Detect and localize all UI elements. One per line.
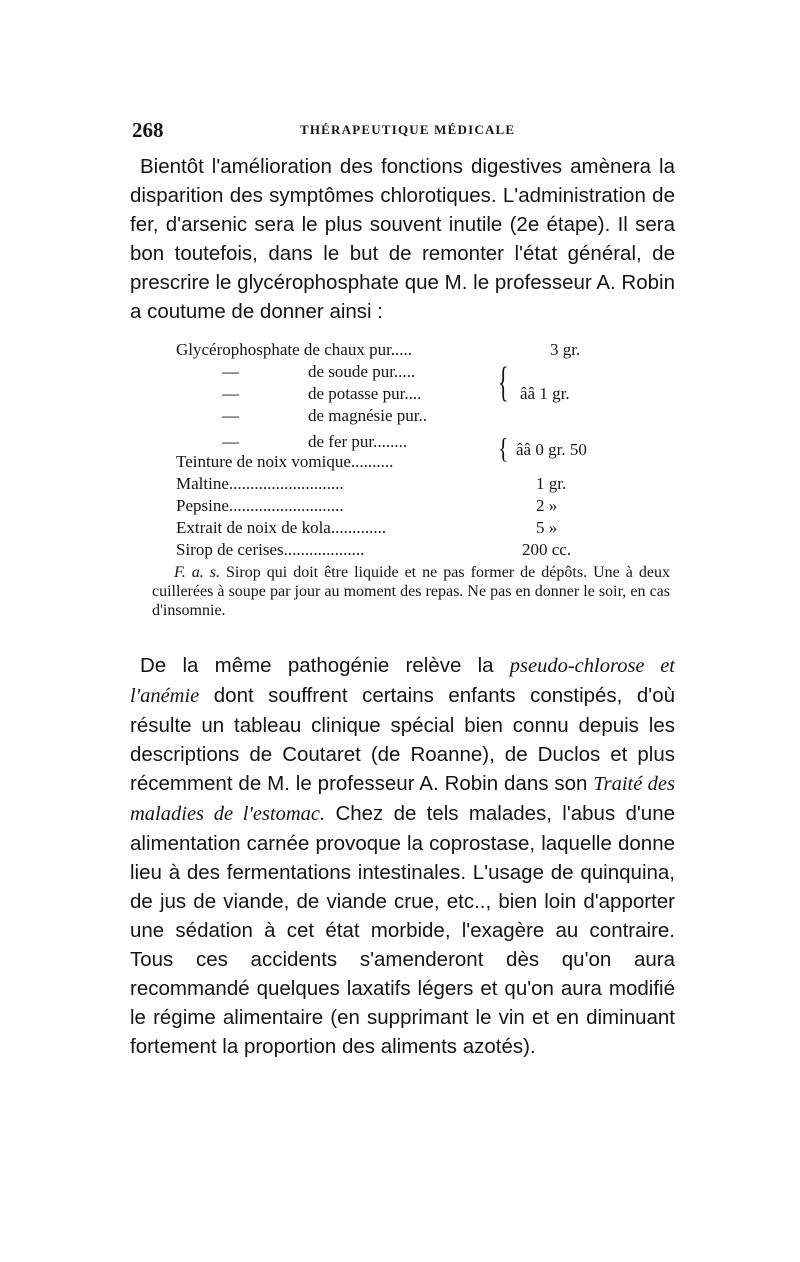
- ingredient-quantity: 5 »: [536, 518, 558, 537]
- ingredient-name: Maltine...........................: [176, 474, 344, 493]
- ingredient-name: Pepsine...........................: [176, 496, 344, 515]
- ingredient-quantity: ââ 1 gr.: [520, 384, 570, 403]
- ingredient-name: de magnésie pur..: [308, 406, 427, 425]
- formula-note: [152, 563, 670, 620]
- brace-symbol: {: [498, 358, 509, 406]
- ingredient-name: Sirop de cerises...................: [176, 540, 365, 559]
- ingredient-quantity: 200 cc.: [522, 540, 572, 559]
- paragraph-pseudo-chlorosis: [130, 651, 675, 1061]
- ditto-dash: —: [222, 384, 239, 403]
- brace-symbol: {: [498, 432, 509, 465]
- paragraph-text: dont souffrent certains enfants constipés, d'où résulte un tableau clinique spécial bien connu depuis les descriptions de Coutaret (de Roanne), de Duclos et plus récemment de M. le professeur A. Robin dans son: [130, 684, 675, 795]
- ingredient-name: de fer pur........: [308, 432, 408, 451]
- formula-row: [176, 496, 656, 518]
- formula-row: [176, 432, 656, 459]
- ingredient-name: Teinture de noix vomique..........: [176, 452, 394, 471]
- ditto-dash: —: [222, 406, 239, 425]
- ingredient-name: de soude pur.....: [308, 362, 416, 381]
- ingredient-quantity: ââ 0 gr. 50: [516, 440, 587, 459]
- formula-row: [176, 362, 656, 384]
- paragraph-text: Chez de tels malades, l'abus d'une alimentation carnée provoque la coprostase, laquelle donne lieu à des fermentations intestinales. L'usage de quinquina, de jus de viande, de viande crue, etc.., bien loin d'apporter une sédation à cet état morbide, l'exagère au contraire. Tous ces accidents s'amenderont dès qu'on aura recommandé quelques laxatifs légers et qu'on aura modifié le régime alimentaire (en supprimant le vin et en diminuant fortement la proportion des aliments azotés).: [130, 802, 675, 1058]
- ditto-dash: —: [222, 362, 239, 381]
- note-text: Sirop qui doit être liquide et ne pas former de dépôts. Une à deux cuillerées à soupe par jour au moment des repas. Ne pas en donner le soir, en cas d'insomnie.: [152, 564, 671, 619]
- formula-row: [176, 406, 656, 428]
- running-title: THÉRAPEUTIQUE MÉDICALE: [300, 122, 516, 137]
- italic-term: pseudo-chlorose et l'anémie: [130, 655, 675, 707]
- page-header: [132, 118, 672, 142]
- ditto-dash: —: [222, 432, 239, 451]
- page-number: 268: [132, 118, 164, 142]
- paragraph-text: De la même pathogénie relève la: [140, 654, 510, 677]
- formula-row: [176, 540, 656, 562]
- formula-row: [176, 340, 656, 362]
- ingredient-quantity: 2 »: [536, 496, 558, 515]
- ingredient-quantity: 1 gr.: [536, 474, 567, 493]
- ingredient-name: de potasse pur....: [308, 384, 422, 403]
- book-title-reference: Traité des maladies de l'estomac.: [130, 773, 675, 825]
- formula-row: [176, 474, 656, 496]
- ingredient-quantity: 3 gr.: [550, 340, 581, 359]
- note-abbreviation: F. a. s.: [174, 564, 220, 581]
- formula-row: [176, 384, 656, 406]
- formula-row: [176, 452, 656, 474]
- ingredient-name: Extrait de noix de kola.............: [176, 518, 387, 537]
- ingredient-name: Glycérophosphate de chaux pur.....: [176, 340, 413, 359]
- formula-row: [176, 518, 656, 540]
- paragraph-intro: Bientôt l'amélioration des fonctions digestives amènera la disparition des symptômes chlorotiques. L'administration de fer, d'arsenic sera le plus souvent inutile (2e étape). Il sera bon toutefois, dans le but de remonter l'état général, de prescrire le glycérophosphate que M. le professeur A. Robin a coutume de donner ainsi :: [130, 155, 675, 323]
